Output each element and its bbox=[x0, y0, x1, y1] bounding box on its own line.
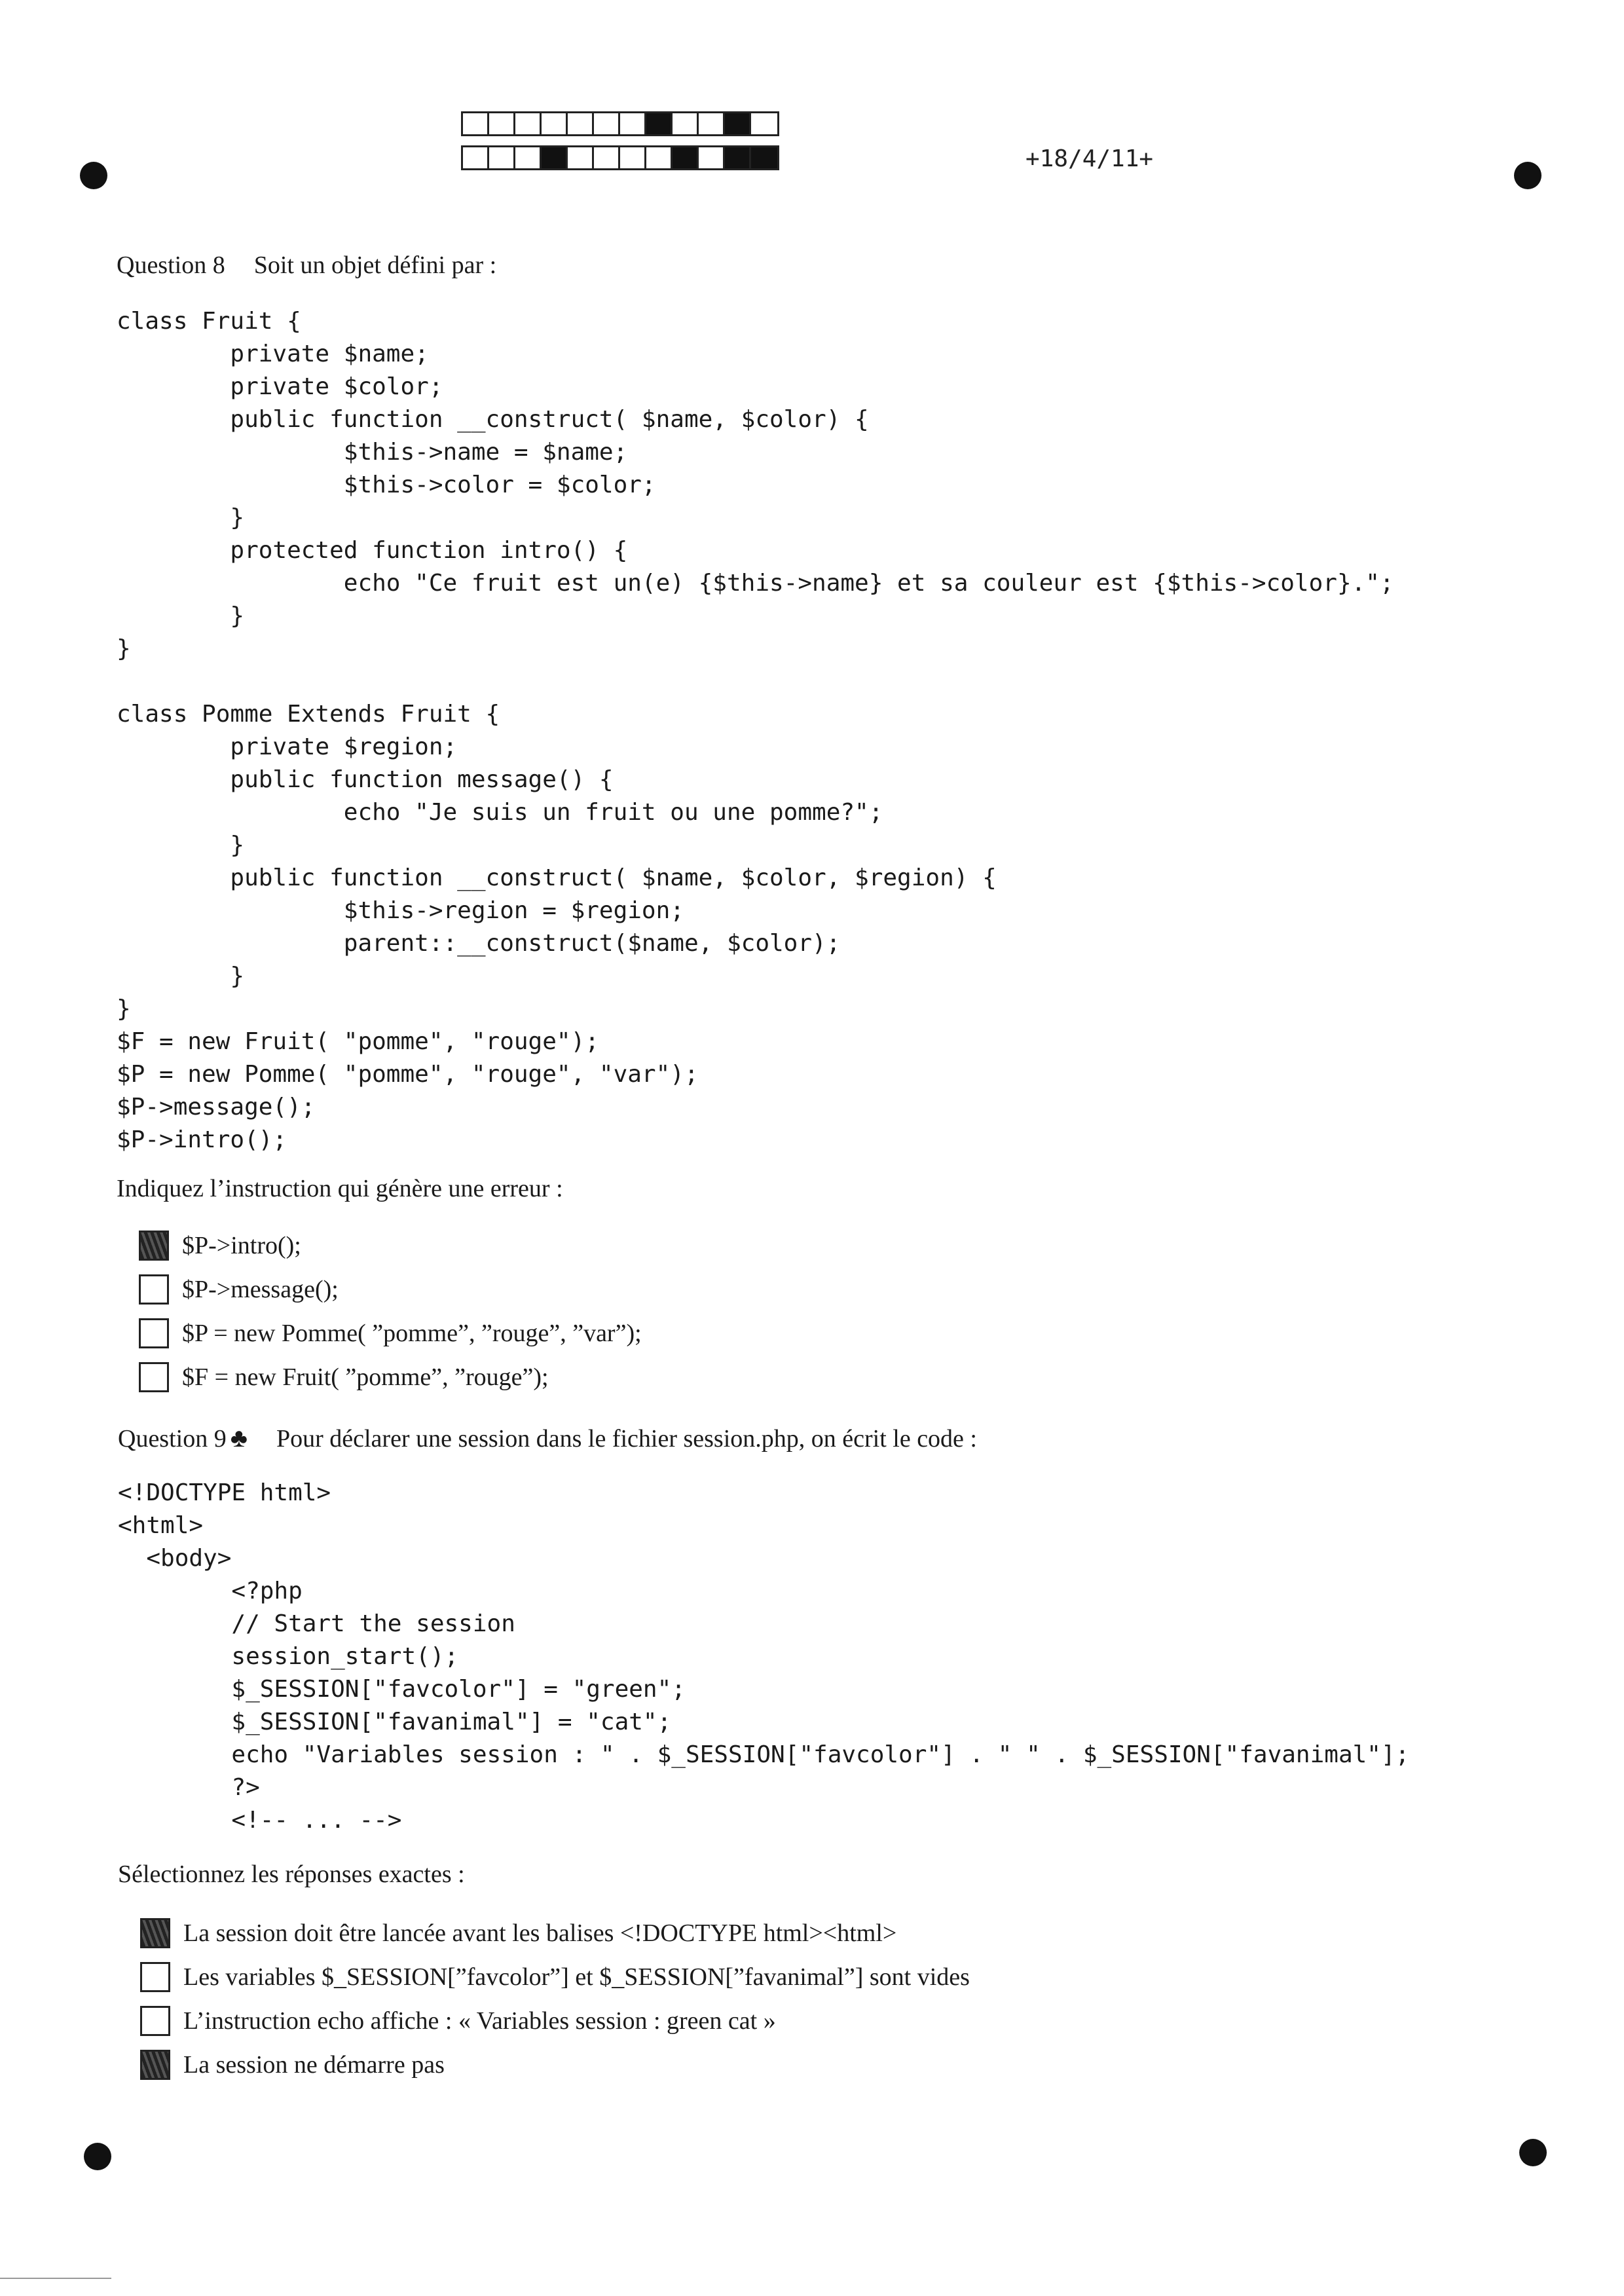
question-8-code: class Fruit { private $name; private $color; public function __construct( $name, $color) { $this->name = $name; $this->color = $color; } protected function intro() { echo "Ce fruit est un(e) {$this->name} et sa couleur est {$this->color}."; } } class Pomme Extends Fruit { private $region; public function message() { echo "Je suis un fruit ou une pomme?"; } public function __construct( $name, $color, $region) { $this->region = $region; parent::__construct($name, $color); } } $F = new Fruit( "pomme", "rouge"); $P = new Pomme( "pomme", "rouge", "var"); $P->message(); $P->intro(); bbox=[117, 308, 1394, 1153]
option-label: La session ne démarre pas bbox=[183, 2050, 445, 2079]
question-9-options bbox=[140, 1911, 970, 2086]
question-8-prompt: Indiquez l’instruction qui génère une erreur : bbox=[117, 1175, 563, 1202]
option-label: La session doit être lancée avant les balises <!DOCTYPE html><html> bbox=[183, 1919, 897, 1947]
question-9-text: Pour déclarer une session dans le fichier session.php, on écrit le code : bbox=[276, 1425, 977, 1453]
option-label: $P = new Pomme( ”pomme”, ”rouge”, ”var”); bbox=[182, 1319, 642, 1347]
question-8-option[interactable] bbox=[139, 1311, 642, 1355]
registration-mark-bottom-left bbox=[84, 2143, 111, 2170]
page-reference-code: +18/4/11+ bbox=[1025, 145, 1154, 172]
id-cell-empty bbox=[699, 147, 725, 168]
checkbox-checked[interactable] bbox=[140, 1918, 170, 1948]
option-label: $P->message(); bbox=[182, 1275, 339, 1303]
question-8-option[interactable] bbox=[139, 1267, 642, 1311]
question-9-option[interactable] bbox=[140, 1999, 970, 2043]
id-cell-filled bbox=[673, 147, 699, 168]
question-9-option[interactable] bbox=[140, 1911, 970, 1955]
student-id-grid-row-1 bbox=[461, 111, 779, 136]
id-cell-filled bbox=[646, 113, 673, 134]
registration-mark-bottom-right bbox=[1519, 2139, 1547, 2166]
option-label: $P->intro(); bbox=[182, 1231, 301, 1259]
question-9-code: <!DOCTYPE html> <html> <body> <?php // Start the session session_start(); $_SESSION["favcolor"] = "green"; $_SESSION["favanimal"] = "cat"; echo "Variables session : " . $_SESSION["favcolor"] . " " . $_SESSION["favanimal"]; ?> <!-- ... --> bbox=[118, 1479, 1410, 1834]
question-9-prompt: Sélectionnez les réponses exactes : bbox=[118, 1861, 465, 1888]
option-label: $F = new Fruit( ”pomme”, ”rouge”); bbox=[182, 1363, 549, 1391]
id-cell-empty bbox=[515, 113, 542, 134]
id-cell-empty bbox=[646, 147, 673, 168]
id-cell-filled bbox=[751, 147, 777, 168]
id-cell-empty bbox=[489, 147, 515, 168]
checkbox[interactable] bbox=[139, 1274, 169, 1305]
id-cell-empty bbox=[463, 147, 489, 168]
id-cell-filled bbox=[725, 147, 751, 168]
question-9-option[interactable] bbox=[140, 2043, 970, 2086]
question-8-label: Question 8 bbox=[117, 251, 225, 279]
checkbox-checked[interactable] bbox=[139, 1231, 169, 1261]
question-8-option[interactable] bbox=[139, 1223, 642, 1267]
question-9-option[interactable] bbox=[140, 1955, 970, 1999]
question-8-option[interactable] bbox=[139, 1355, 642, 1399]
id-cell-empty bbox=[463, 113, 489, 134]
option-label: Les variables $_SESSION[”favcolor”] et $_SESSION[”favanimal”] sont vides bbox=[183, 1963, 970, 1991]
id-cell-empty bbox=[673, 113, 699, 134]
registration-mark-top-right bbox=[1514, 162, 1541, 189]
checkbox[interactable] bbox=[140, 2006, 170, 2036]
checkbox[interactable] bbox=[140, 1962, 170, 1992]
checkbox[interactable] bbox=[139, 1362, 169, 1392]
id-cell-empty bbox=[515, 147, 542, 168]
id-cell-empty bbox=[489, 113, 515, 134]
id-cell-empty bbox=[594, 147, 620, 168]
checkbox-checked[interactable] bbox=[140, 2050, 170, 2080]
question-8-options bbox=[139, 1223, 642, 1399]
id-cell-filled bbox=[542, 147, 568, 168]
checkbox[interactable] bbox=[139, 1318, 169, 1348]
id-cell-empty bbox=[620, 147, 646, 168]
student-id-grid-row-2 bbox=[461, 145, 779, 170]
id-cell-empty bbox=[699, 113, 725, 134]
question-9-header bbox=[118, 1422, 977, 1453]
registration-mark-top-left bbox=[80, 162, 107, 189]
id-cell-empty bbox=[568, 113, 594, 134]
id-cell-empty bbox=[594, 113, 620, 134]
id-cell-empty bbox=[568, 147, 594, 168]
id-cell-filled bbox=[725, 113, 751, 134]
id-cell-empty bbox=[751, 113, 777, 134]
club-icon: ♣ bbox=[230, 1423, 248, 1453]
question-8-header bbox=[117, 251, 496, 280]
option-label: L’instruction echo affiche : « Variables session : green cat » bbox=[183, 2007, 776, 2035]
question-9-label: Question 9 bbox=[118, 1425, 227, 1453]
question-8-text: Soit un objet défini par : bbox=[253, 251, 497, 279]
id-cell-empty bbox=[620, 113, 646, 134]
footer-rule bbox=[0, 2278, 111, 2279]
id-cell-empty bbox=[542, 113, 568, 134]
